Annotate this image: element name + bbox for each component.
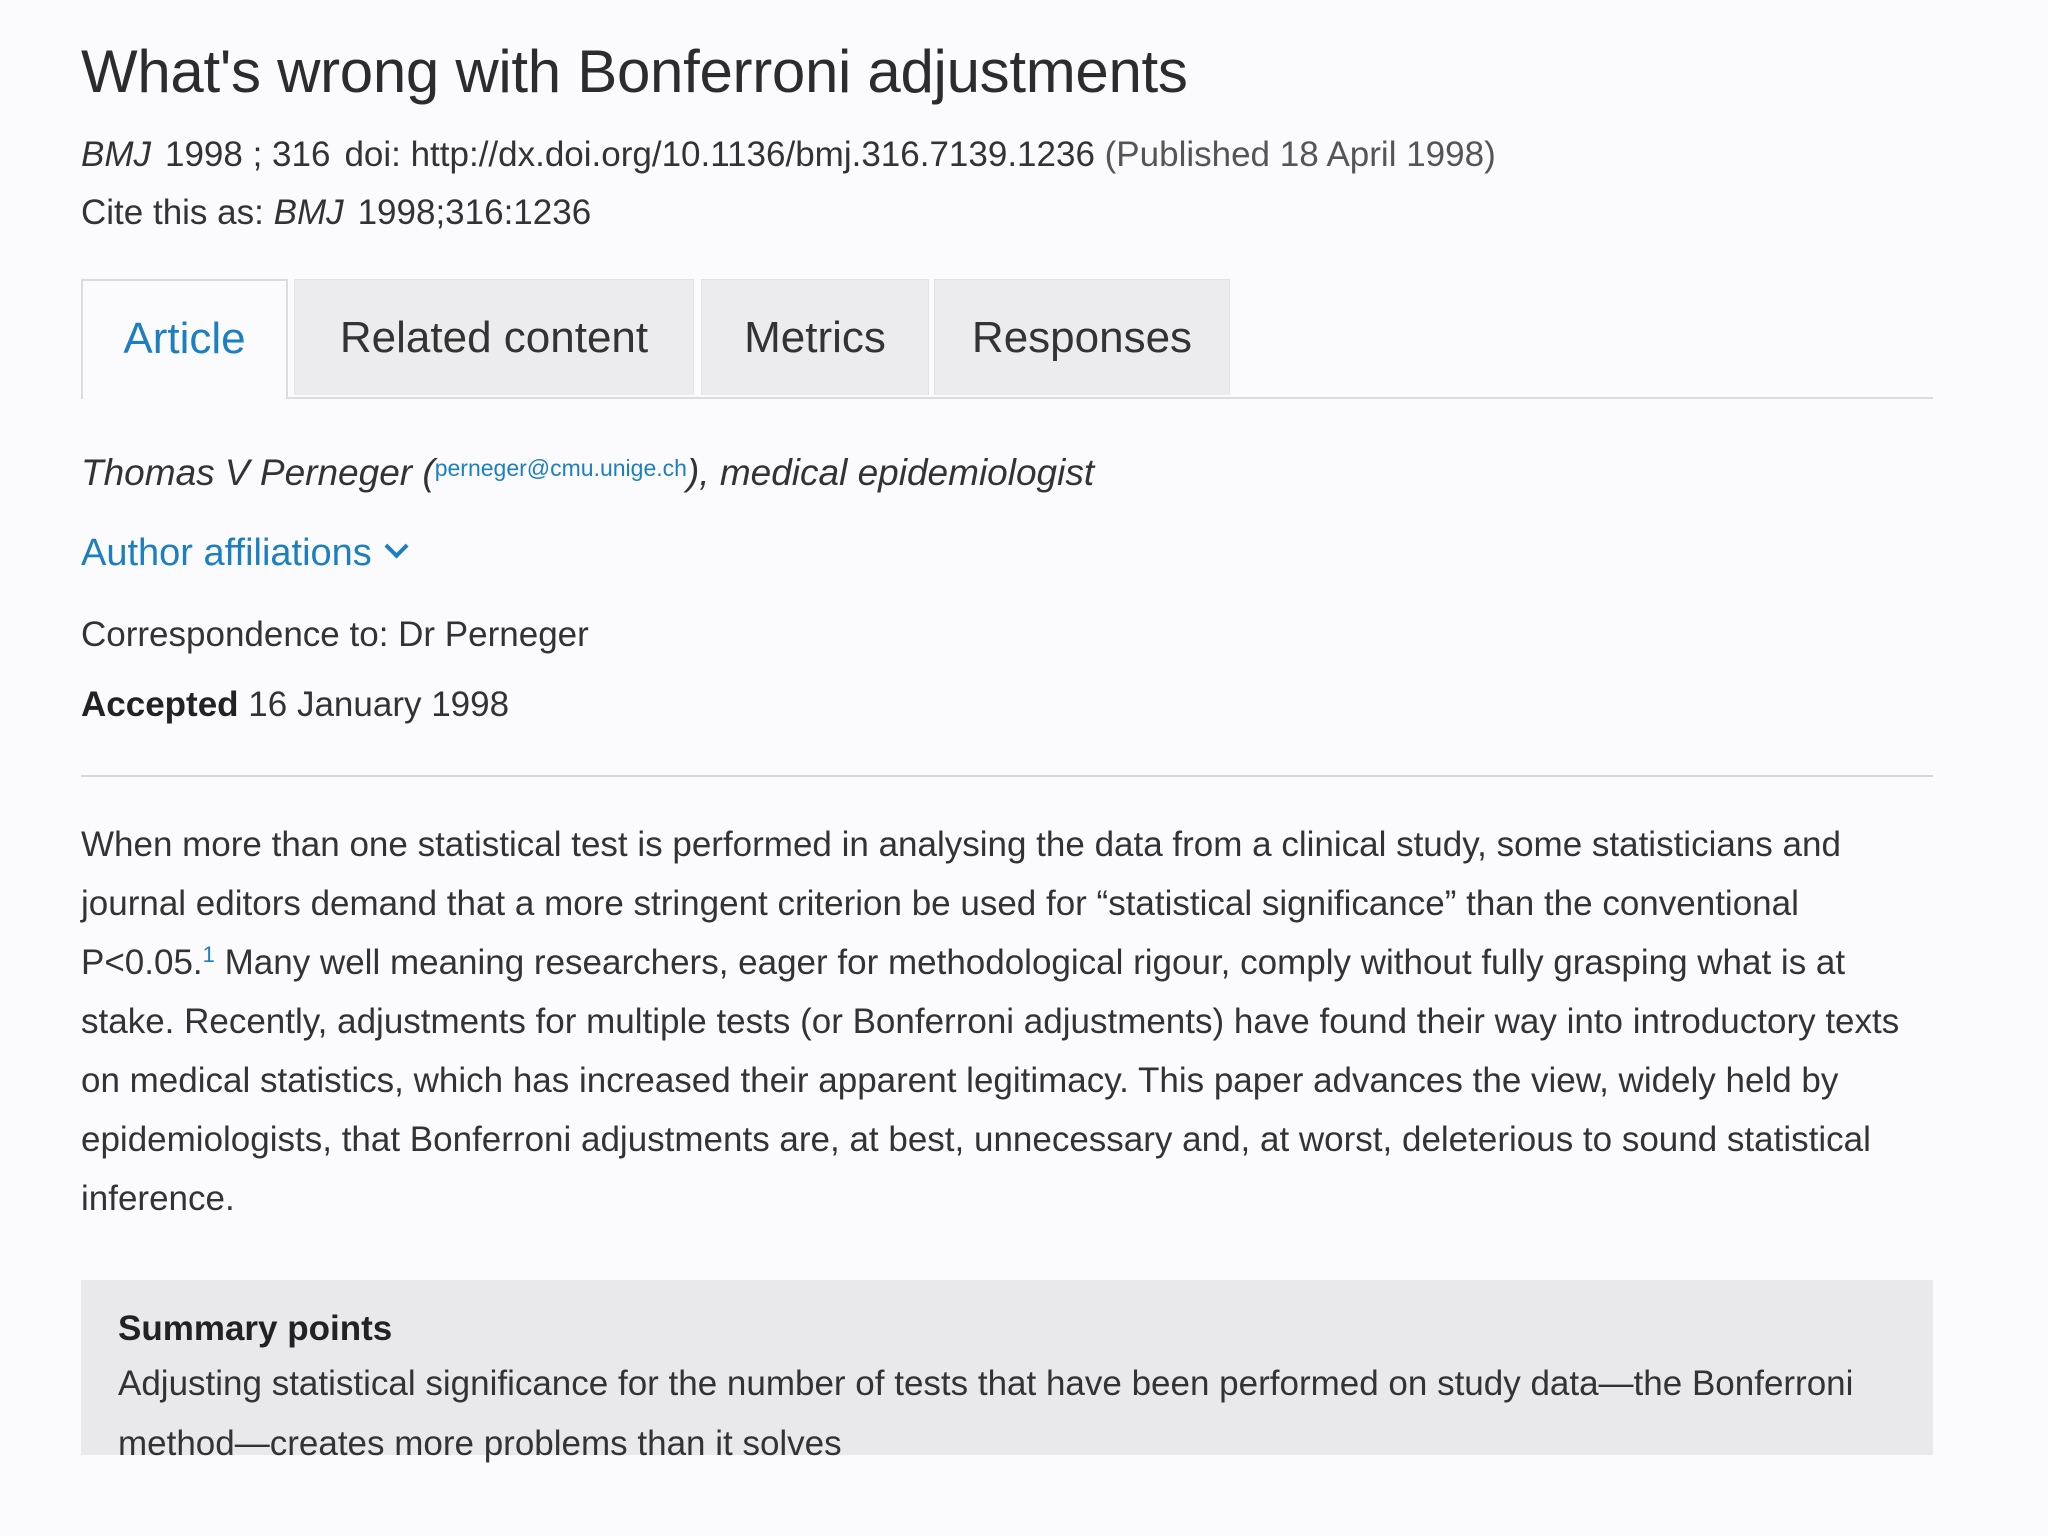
tab-metrics[interactable]: Metrics <box>701 279 929 395</box>
summary-points-box <box>81 1280 1933 1463</box>
year-volume: 1998 ; 316 <box>165 135 331 174</box>
accepted-date: 16 January 1998 <box>248 685 510 724</box>
cite-as-line <box>81 184 1933 242</box>
summary-point-text: Adjusting statistical significance for the number of tests that have been performed on study data—the Bonferroni method—creates more problems than it solves <box>118 1364 1854 1463</box>
correspondence: Correspondence to: Dr Perneger <box>81 615 589 654</box>
article-intro-paragraph <box>81 815 1933 1228</box>
author-line <box>81 441 1933 500</box>
article-title: What's wrong with Bonferroni adjustments <box>81 38 1188 105</box>
author-affiliations-toggle[interactable] <box>81 526 405 580</box>
intro-text-part2: Many well meaning researchers, eager for methodological rigour, comply without fully grasping what is at stake. Recently, adjustments for multiple tests (or Bonferroni adjustments) have found their way into introductory texts on medical statistics, which has increased their apparent legitimacy. This paper advances the view, widely held by epidemiologists, that Bonferroni adjustments are, at best, unnecessary and, at worst, deleterious to sound statistical inference. <box>81 943 1900 1218</box>
accepted-label: Accepted <box>81 685 239 724</box>
cite-journal: BMJ <box>273 193 344 232</box>
author-affiliations-label: Author affiliations <box>81 532 372 574</box>
summary-points-title: Summary points <box>118 1309 393 1348</box>
published-date: (Published 18 April 1998) <box>1104 135 1496 174</box>
author-email-link[interactable]: perneger@cmu.unige.ch <box>434 455 687 481</box>
accepted-date-line <box>81 680 1933 730</box>
doi-link[interactable]: doi: http://dx.doi.org/10.1136/bmj.316.7139.1236 <box>344 135 1095 174</box>
cite-prefix: Cite this as: <box>81 193 264 232</box>
tab-article[interactable]: Article <box>81 279 288 399</box>
tab-responses[interactable]: Responses <box>934 279 1230 395</box>
author-name: Thomas V Perneger ( <box>81 452 435 493</box>
reference-1-link[interactable]: 1 <box>202 942 215 967</box>
citation-line <box>81 126 1933 184</box>
tab-related-content[interactable]: Related content <box>294 279 694 395</box>
section-divider <box>81 775 1933 777</box>
intro-text-part1: When more than one statistical test is performed in analysing the data from a clinical study, some statisticians and journal editors demand that a more stringent criterion be used for “statistical significance” than the conventional P<0.05. <box>81 825 1841 982</box>
article-content <box>81 30 1933 1463</box>
author-role: ), medical epidemiologist <box>686 452 1095 493</box>
cite-reference: 1998;316:1236 <box>357 193 592 232</box>
journal-name: BMJ <box>81 135 151 174</box>
chevron-down-icon <box>384 534 408 558</box>
article-tabs <box>81 279 1933 399</box>
